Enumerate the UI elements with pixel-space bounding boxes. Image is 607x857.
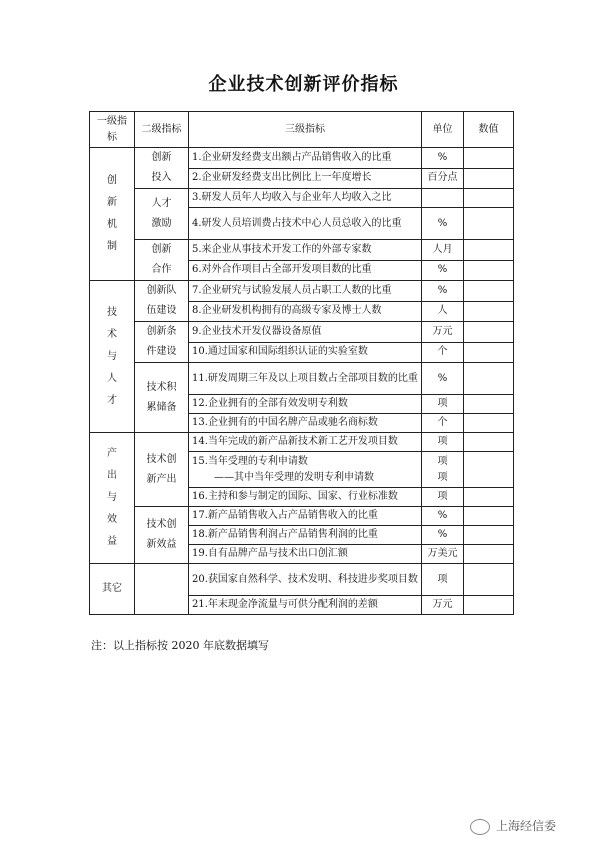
value-cell[interactable] — [464, 342, 514, 363]
unit-cell — [422, 189, 464, 208]
unit-cell: % — [422, 281, 464, 302]
level2-cell: 技术积 累储备 — [135, 363, 189, 433]
level3-cell: 14.当年完成的新产品新技术新工艺开发项目数 — [189, 433, 422, 452]
level3-cell: 5.来企业从事技术开发工作的外部专家数 — [189, 240, 422, 261]
value-cell[interactable] — [464, 240, 514, 261]
value-cell[interactable] — [464, 433, 514, 452]
level3-cell: 20.获国家自然科学、技术发明、科技进步奖项目数 — [189, 564, 422, 596]
level2-cell: 创新队 伍建设 — [135, 281, 189, 322]
value-cell[interactable] — [464, 414, 514, 433]
level3-cell: 10.通过国家和国际组织认证的实验室数 — [189, 342, 422, 363]
unit-cell: 百分点 — [422, 168, 464, 189]
value-cell[interactable] — [464, 301, 514, 322]
level1-cell: 其它 — [90, 564, 135, 615]
header-level2: 二级指标 — [135, 112, 189, 148]
table-row — [90, 507, 514, 526]
level3-cell: 11.研发周期三年及以上项目数占全部项目数的比重 — [189, 363, 422, 395]
level2-cell: 创新条 件建设 — [135, 322, 189, 363]
level2-cell: 技术创 新效益 — [135, 507, 189, 564]
table-row — [90, 240, 514, 261]
watermark: 上海经信委 — [470, 817, 556, 835]
level3-cell: 6.对外合作项目占全部开发项目数的比重 — [189, 260, 422, 281]
value-cell[interactable] — [464, 281, 514, 302]
unit-cell: % — [422, 148, 464, 169]
level2-cell — [135, 564, 189, 615]
value-cell[interactable] — [464, 363, 514, 395]
unit-cell: 万元 — [422, 322, 464, 343]
table-row — [90, 281, 514, 302]
value-cell[interactable] — [464, 507, 514, 526]
level3-cell: 12.企业拥有的全部有效发明专利数 — [189, 395, 422, 414]
value-cell[interactable] — [464, 322, 514, 343]
level2-cell: 技术创 新产出 — [135, 433, 189, 507]
indicator-table — [89, 111, 514, 615]
unit-cell: 万美元 — [422, 545, 464, 564]
value-cell[interactable] — [464, 260, 514, 281]
table-row — [90, 189, 514, 208]
value-cell[interactable] — [464, 208, 514, 240]
header-unit: 单位 — [422, 112, 464, 148]
level3-cell: 9.企业技术开发仪器设备原值 — [189, 322, 422, 343]
unit-cell: % — [422, 208, 464, 240]
level3-cell: 13.企业拥有的中国名牌产品或驰名商标数 — [189, 414, 422, 433]
wechat-icon — [470, 819, 490, 835]
level1-cell: 技 术 与 人 才 — [90, 281, 135, 433]
unit-cell: 个 — [422, 342, 464, 363]
level3-cell: 18.新产品销售利润占产品销售利润的比重 — [189, 526, 422, 545]
unit-cell: 人 — [422, 301, 464, 322]
header-row — [90, 112, 514, 148]
value-cell[interactable] — [464, 148, 514, 169]
unit-cell: 项 — [422, 488, 464, 507]
unit-cell: 人月 — [422, 240, 464, 261]
value-cell[interactable] — [464, 545, 514, 564]
level1-cell: 产 出 与 效 益 — [90, 433, 135, 564]
level3-cell: 8.企业研发机构拥有的高级专家及博士人数 — [189, 301, 422, 322]
level3-cell: 21.年末现金净流量与可供分配利润的差额 — [189, 596, 422, 615]
value-cell[interactable] — [464, 395, 514, 414]
table-row — [90, 433, 514, 452]
level3-cell: 17.新产品销售收入占产品销售收入的比重 — [189, 507, 422, 526]
unit-cell: % — [422, 526, 464, 545]
unit-cell: 项 — [422, 433, 464, 452]
table-row — [90, 322, 514, 343]
value-cell[interactable] — [464, 452, 514, 488]
unit-cell: 项 — [422, 564, 464, 596]
page-title: 企业技术创新评价指标 — [208, 74, 399, 95]
header-level1: 一级指标 — [90, 112, 135, 148]
unit-cell: 个 — [422, 414, 464, 433]
unit-cell: % — [422, 507, 464, 526]
value-cell[interactable] — [464, 526, 514, 545]
unit-cell: 项 项 — [422, 452, 464, 488]
header-level3: 三级指标 — [189, 112, 422, 148]
value-cell[interactable] — [464, 189, 514, 208]
level3-cell: 4.研发人员培训费占技术中心人员总收入的比重 — [189, 208, 422, 240]
value-cell[interactable] — [464, 564, 514, 596]
level3-cell: 19.自有品牌产品与技术出口创汇额 — [189, 545, 422, 564]
value-cell[interactable] — [464, 488, 514, 507]
value-cell[interactable] — [464, 168, 514, 189]
table-row — [90, 148, 514, 169]
level3-cell: 3.研发人员年人均收入与企业年人均收入之比 — [189, 189, 422, 208]
level2-cell: 创新 合作 — [135, 240, 189, 281]
table-row — [90, 564, 514, 596]
level3-cell: 2.企业研发经费支出比例比上一年度增长 — [189, 168, 422, 189]
level2-cell: 人才 激励 — [135, 189, 189, 240]
value-cell[interactable] — [464, 596, 514, 615]
unit-cell: 项 — [422, 395, 464, 414]
header-value: 数值 — [464, 112, 514, 148]
level2-cell: 创新 投入 — [135, 148, 189, 189]
table-row — [90, 363, 514, 395]
footnote: 注：以上指标按 2020 年底数据填写 — [91, 639, 269, 652]
level1-cell: 创 新 机 制 — [90, 148, 135, 281]
unit-cell: % — [422, 260, 464, 281]
level3-cell: 16.主持和参与制定的国际、国家、行业标准数 — [189, 488, 422, 507]
unit-cell: 万元 — [422, 596, 464, 615]
level3-cell: 7.企业研究与试验发展人员占职工人数的比重 — [189, 281, 422, 302]
level3-cell: 1.企业研发经费支出额占产品销售收入的比重 — [189, 148, 422, 169]
level3-cell: 15.当年受理的专利申请数 ——其中当年受理的发明专利申请数 — [189, 452, 422, 488]
unit-cell: % — [422, 363, 464, 395]
